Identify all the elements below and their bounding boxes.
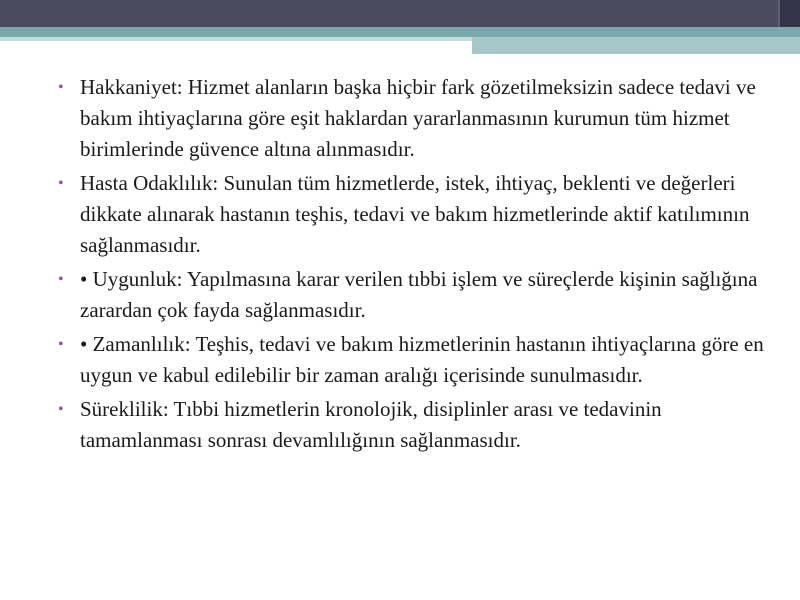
header-teal-stripe — [0, 27, 800, 37]
bullet-text: Hakkaniyet: Hizmet alanların başka hiçbir fark gözetilmeksizin sadece tedavi ve bakım ihtiyaçlarına göre eşit haklardan yararlanmasının kurumun tüm hizmet birimlerinde güvence altına alınmasıdır. — [80, 75, 756, 161]
bullet-item-sureklilik — [56, 394, 766, 456]
header-light-stripe — [0, 37, 472, 41]
bullet-list — [56, 72, 766, 456]
bullet-dot-icon: • — [58, 271, 64, 288]
bullet-item-hakkaniyet — [56, 72, 766, 165]
bullet-item-hasta-odaklilik — [56, 168, 766, 261]
bullet-item-uygunluk — [56, 264, 766, 326]
bullet-text: Süreklilik: Tıbbi hizmetlerin kronolojik, disiplinler arası ve tedavinin tamamlanması sonrası devamlılığının sağlanmasıdır. — [80, 397, 662, 452]
header-bar — [0, 0, 800, 27]
bullet-dot-icon: • — [58, 175, 64, 192]
bullet-dot-icon: • — [58, 336, 64, 353]
header-accent-block — [472, 37, 800, 54]
bullet-text: • Zamanlılık: Teşhis, tedavi ve bakım hizmetlerinin hastanın ihtiyaçlarına göre en uygun ve kabul edilebilir bir zaman aralığı içerisinde sunulmasıdır. — [80, 332, 764, 387]
bullet-text: Hasta Odaklılık: Sunulan tüm hizmetlerde, istek, ihtiyaç, beklenti ve değerleri dikkate alınarak hastanın teşhis, tedavi ve bakım hizmetlerinde aktif katılımının sağlanmasıdır. — [80, 171, 750, 257]
bullet-dot-icon: • — [58, 401, 64, 418]
slide-content — [56, 72, 766, 459]
bullet-item-zamanlilik — [56, 329, 766, 391]
bullet-text: • Uygunluk: Yapılmasına karar verilen tıbbi işlem ve süreçlerde kişinin sağlığına zarardan çok fayda sağlanmasıdır. — [80, 267, 758, 322]
bullet-dot-icon: • — [58, 79, 64, 96]
